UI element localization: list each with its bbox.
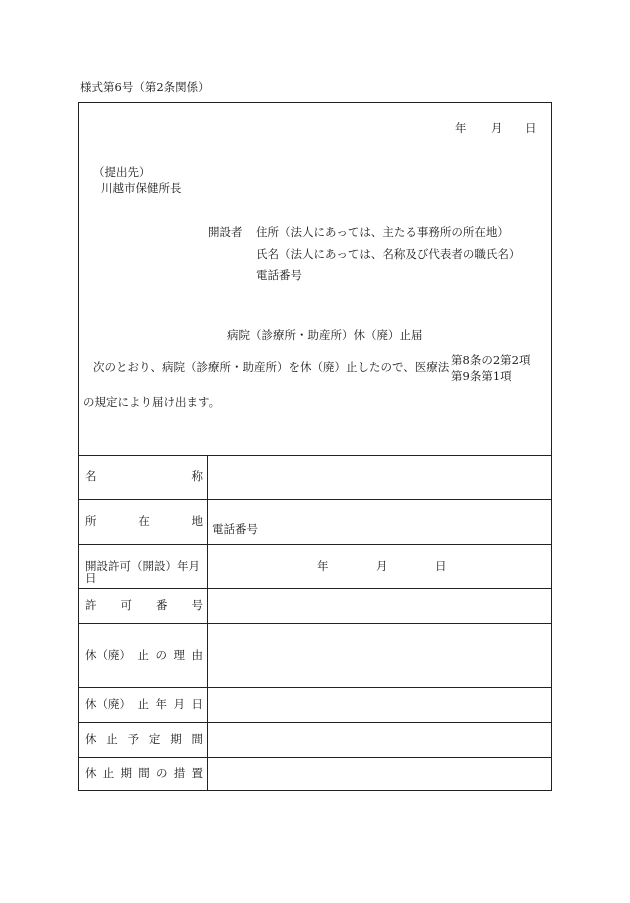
applicant-role: 開設者	[208, 225, 243, 239]
date-year-label: 年	[455, 121, 467, 135]
law-reference-1: 第8条の2第2項	[451, 353, 531, 367]
permit-date-year: 年	[317, 559, 329, 573]
applicant-name-field: 氏名（法人にあっては、名称及び代表者の職氏名）	[256, 247, 521, 261]
table-row-name-label: 名 称	[85, 469, 203, 483]
applicant-phone-field: 電話番号	[256, 268, 302, 282]
table-row-reason-label: 休（廃） 止 の 理 由	[85, 648, 203, 662]
table-row-planned-period-label: 休 止 予 定 期 間	[85, 732, 203, 746]
location-phone-field: 電話番号	[212, 522, 258, 536]
recipient-label: （提出先）	[93, 165, 151, 179]
row-divider	[79, 544, 551, 545]
row-divider	[79, 722, 551, 723]
body-line-2: の規定により届け出ます。	[83, 395, 221, 409]
body-line-1: 次のとおり、病院（診療所・助産所）を休（廃）止したので、医療法	[93, 360, 450, 374]
row-divider	[79, 687, 551, 688]
row-divider	[79, 588, 551, 589]
table-row-permit-number-label: 許 可 番 号	[85, 598, 203, 612]
form-number-label: 様式第6号（第2条関係）	[80, 80, 210, 94]
notification-form	[78, 102, 552, 791]
table-top-border	[79, 455, 551, 456]
row-divider	[79, 757, 551, 758]
permit-date-month: 月	[376, 559, 388, 573]
table-row-permit-date-label: 開設許可（開設）年月日	[85, 559, 200, 585]
row-divider	[79, 499, 551, 500]
recipient-name: 川越市保健所長	[101, 181, 182, 195]
table-row-closure-date-label: 休（廃） 止 年 月 日	[85, 697, 203, 711]
date-month-label: 月	[491, 121, 503, 135]
row-divider	[79, 623, 551, 624]
table-row-measures-label: 休 止 期 間 の 措 置	[85, 766, 203, 780]
date-day-label: 日	[525, 121, 537, 135]
applicant-address-field: 住所（法人にあっては、主たる事務所の所在地）	[256, 225, 509, 239]
law-reference-2: 第9条第1項	[451, 369, 512, 383]
document-title: 病院（診療所・助産所）休（廃）止届	[227, 328, 423, 342]
permit-date-day: 日	[435, 559, 447, 573]
table-row-location-label: 所 在 地	[85, 514, 203, 528]
column-divider	[207, 455, 208, 790]
